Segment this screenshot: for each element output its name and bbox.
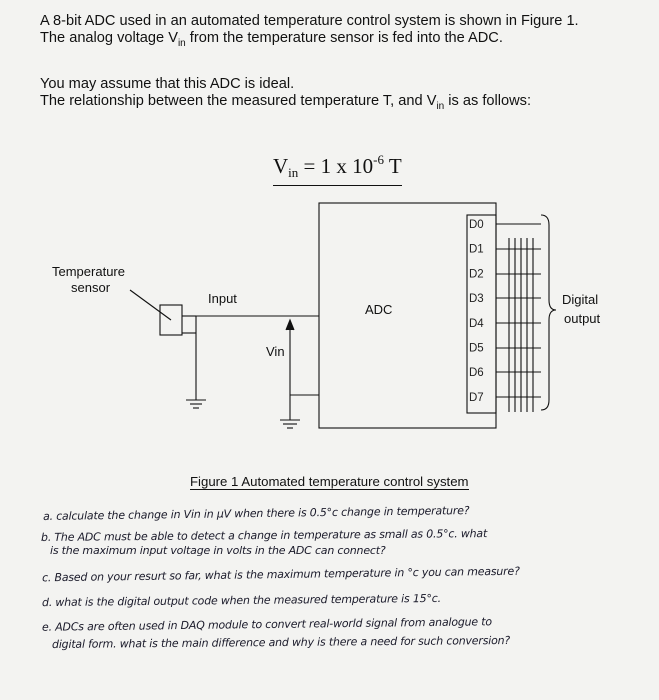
pin-label-d5: D5: [469, 342, 484, 355]
question-e-line-1: e. ADCs are often used in DAQ module to convert real-world signal from analogue to: [41, 615, 492, 634]
pin-label-d3: D3: [469, 293, 484, 306]
sensor-label-1: Temperature: [52, 264, 125, 279]
pin-label-d6: D6: [469, 367, 484, 380]
input-label: Input: [208, 291, 237, 306]
output-bars: [509, 238, 533, 412]
pin-label-d2: D2: [469, 268, 484, 281]
output-brace: [541, 215, 556, 410]
output-lines: [496, 224, 541, 397]
question-a: a. calculate the change in Vin in μV when there is 0.5°c change in temperature?: [42, 504, 470, 523]
intro-line-1: A 8-bit ADC used in an automated temperature control system is shown in Figure 1.: [40, 13, 579, 29]
pin-label-d4: D4: [469, 317, 484, 330]
vin-label: Vin: [266, 344, 285, 359]
question-b-line-2: is the maximum input voltage in volts in the ADC can connect?: [50, 544, 386, 557]
digital-output-label-1: Digital: [562, 292, 599, 307]
question-e-line-2: digital form. what is the main difference and why is there a need for such conversion?: [51, 634, 511, 651]
pin-label-d7: D7: [469, 391, 484, 404]
sensor-label-2: sensor: [71, 280, 111, 295]
eq-lhs-sub: in: [288, 165, 299, 180]
intro-line-4-rest: is as follows:: [444, 93, 532, 109]
digital-output-label-2: output: [564, 311, 601, 326]
eq-lhs: V: [273, 154, 289, 178]
intro-line-3: You may assume that this ADC is ideal.: [40, 76, 295, 92]
adc-label: ADC: [365, 302, 393, 317]
pin-label-d0: D0: [469, 219, 484, 231]
eq-rhs: T: [383, 154, 402, 178]
question-c: c. Based on your resurt so far, what is the maximum temperature in °c you can measure?: [41, 564, 520, 585]
question-d: d. what is the digital output code when the measured temperature is 15°c.: [41, 591, 441, 610]
intro-line-2-sub: in: [177, 37, 186, 49]
pin-label-d1: D1: [469, 243, 484, 256]
question-b-line-1: b. The ADC must be able to detect a change in temperature as small as 0.5°c. what: [40, 527, 488, 544]
intro-line-4-text: The relationship between the measured temperature T, and V: [40, 93, 437, 109]
intro-line-2-text: The analog voltage V: [40, 30, 178, 46]
eq-middle: = 1 x 10: [298, 154, 374, 178]
intro-line-4-sub: in: [436, 100, 445, 112]
figure-caption: Figure 1 Automated temperature control system: [190, 474, 469, 489]
eq-exponent: -6: [373, 152, 384, 167]
pin-labels: [469, 219, 484, 404]
intro-line-2-rest: from the temperature sensor is fed into the ADC.: [185, 30, 503, 46]
